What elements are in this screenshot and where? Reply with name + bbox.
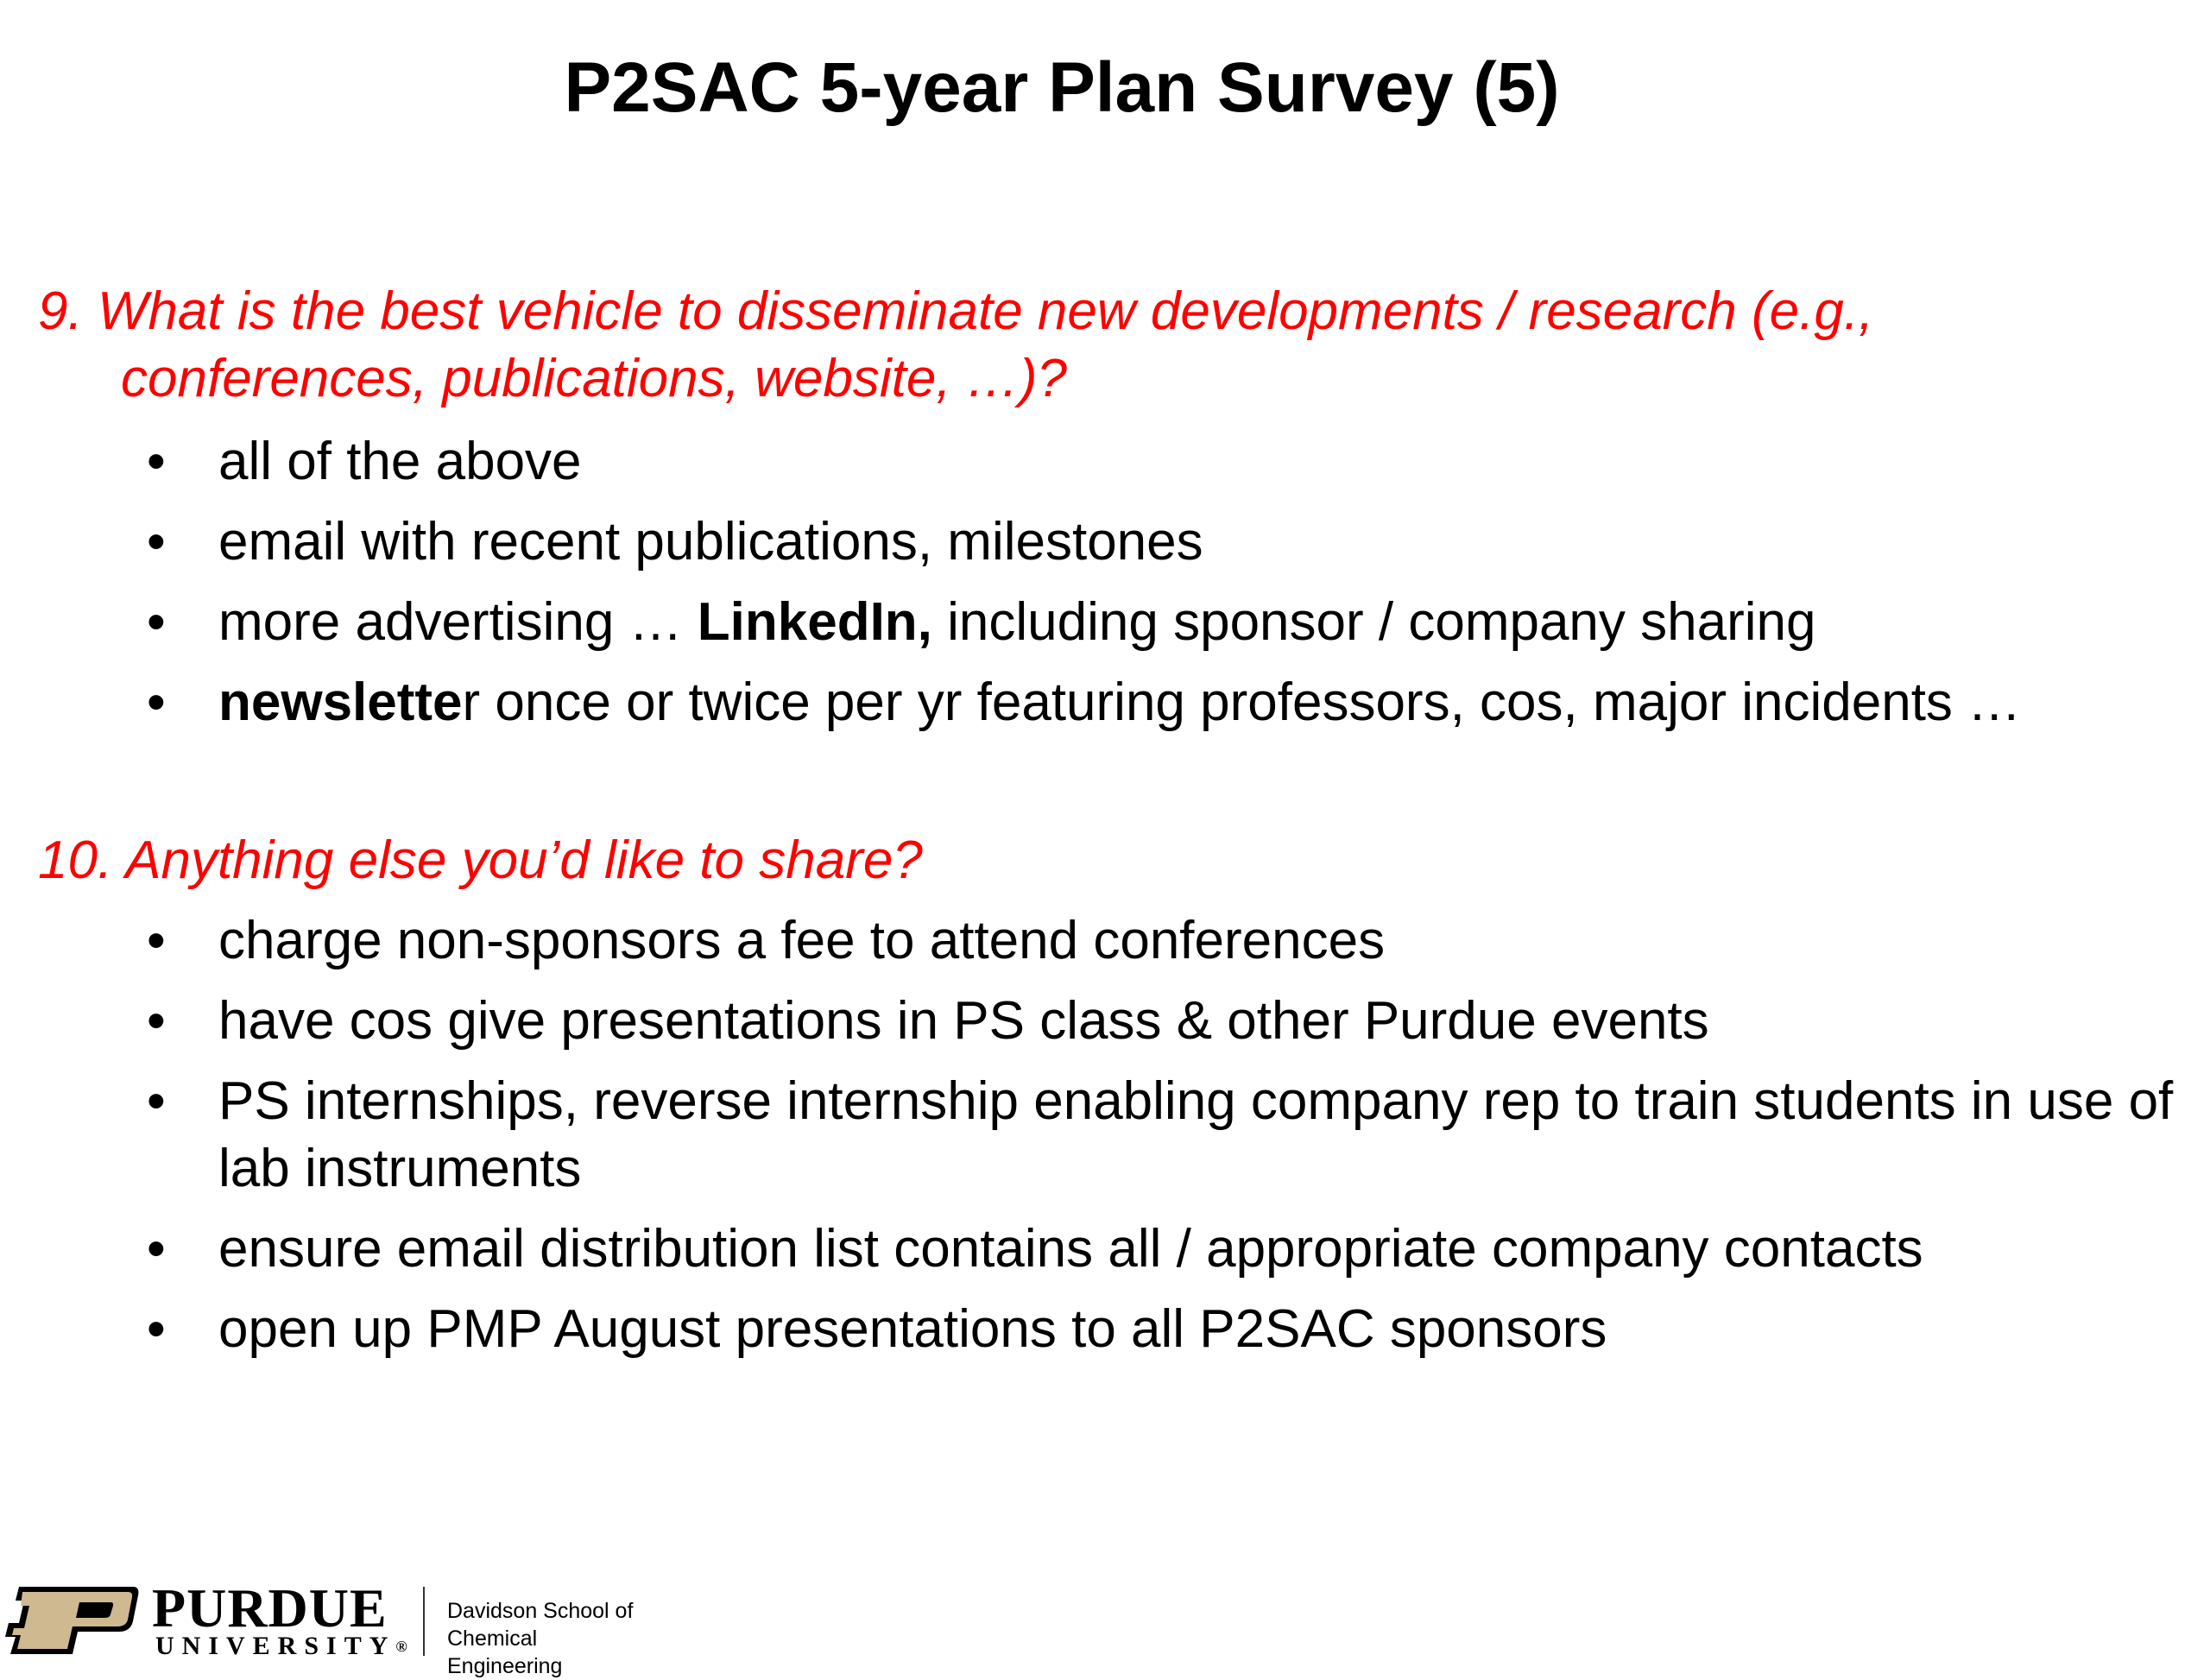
question-9-line-1: 9. What is the best vehicle to disseminate new developments / research (e.g.,: [38, 281, 1874, 341]
list-item: [138, 907, 2201, 975]
question-10-answers: [138, 907, 2201, 1376]
answer-text: have cos give presentations in PS class & other Purdue events: [218, 991, 1709, 1051]
answer-text-post: including sponsor / company sharing: [931, 592, 1816, 652]
answer-text-bold: LinkedIn,: [697, 592, 932, 652]
answer-text: charge non-sponsors a fee to attend conferences: [218, 911, 1386, 970]
purdue-wordmark: PURDUE: [152, 1577, 388, 1639]
logo-divider: [423, 1587, 425, 1656]
answer-text: PS internships, reverse internship enabling company rep to train students in use of lab instruments: [218, 1071, 2174, 1198]
bullet-icon: •: [147, 991, 166, 1051]
list-item: [138, 508, 2201, 576]
bullet-icon: •: [147, 512, 166, 572]
answer-text-pre: more advertising …: [218, 592, 698, 652]
list-item: [138, 428, 2201, 496]
school-name-line-2: Chemical Engineering: [447, 1626, 563, 1678]
answer-text-bold: newslette: [218, 673, 463, 732]
bullet-icon: •: [147, 592, 166, 652]
question-9: [38, 278, 2093, 413]
purdue-p-logo-icon: [3, 1583, 140, 1658]
question-9-line-2: conferences, publications, website, …)?: [121, 349, 1067, 408]
purdue-logo: [0, 1577, 656, 1678]
answer-text-post: r once or twice per yr featuring professors, cos, major incidents …: [462, 673, 2022, 732]
list-item: [138, 669, 2201, 736]
bullet-icon: •: [147, 911, 166, 970]
answer-text: email with recent publications, milestones: [218, 512, 1203, 572]
answer-text: open up PMP August presentations to all P2SAC sponsors: [218, 1299, 1607, 1359]
list-item: [138, 988, 2201, 1055]
slide-title: P2SAC 5-year Plan Survey (5): [564, 48, 1560, 127]
list-item: [138, 589, 2201, 656]
question-10: [38, 827, 2093, 894]
list-item: [138, 1068, 2201, 1203]
bullet-icon: •: [147, 1219, 166, 1279]
answer-text: all of the above: [218, 432, 582, 491]
question-9-answers: [138, 428, 2201, 749]
bullet-icon: •: [147, 1299, 166, 1359]
bullet-icon: •: [147, 673, 166, 732]
list-item: [138, 1296, 2201, 1363]
list-item: [138, 1216, 2201, 1283]
school-name: [447, 1597, 656, 1680]
bullet-icon: •: [147, 432, 166, 491]
trademark-symbol: ®: [395, 1638, 407, 1655]
school-name-line-1: Davidson School of: [447, 1599, 634, 1623]
university-wordmark: UNIVERSITY®: [155, 1632, 407, 1660]
answer-text: ensure email distribution list contains all / appropriate company contacts: [218, 1219, 1923, 1279]
bullet-icon: •: [147, 1071, 166, 1131]
question-10-line-1: 10. Anything else you’d like to share?: [38, 831, 923, 890]
